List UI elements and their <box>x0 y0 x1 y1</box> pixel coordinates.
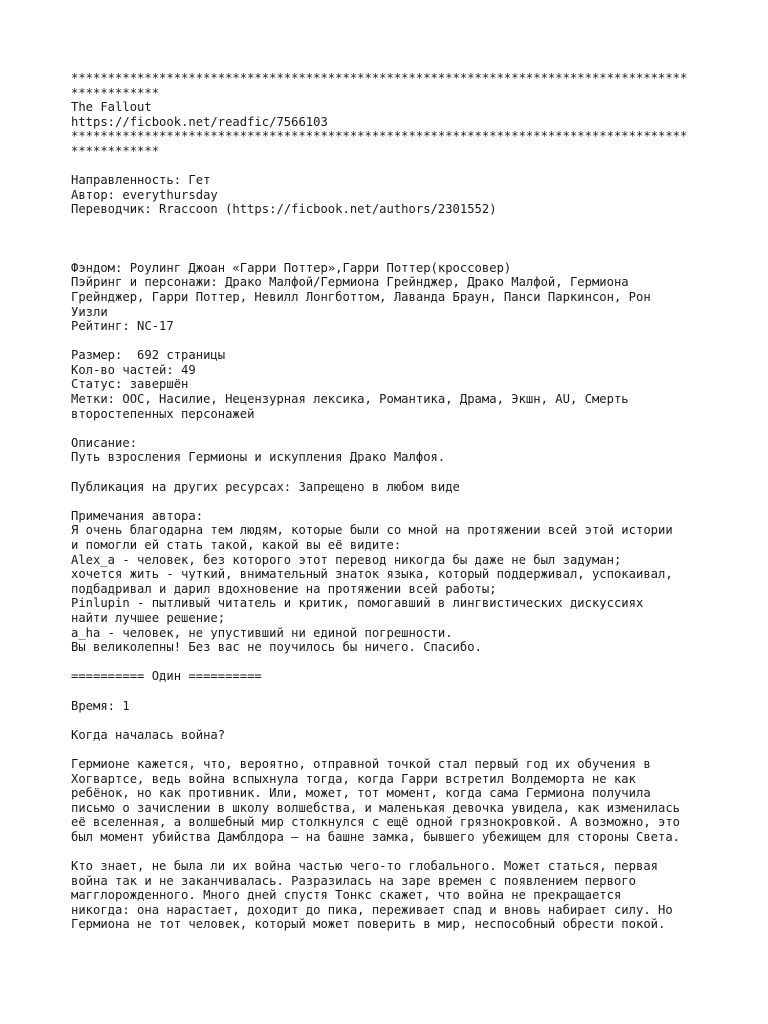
text-line: Кол-во частей: 49 <box>71 362 196 377</box>
text-line: a_ha - человек, не упустивший ни единой погрешности. <box>71 625 453 640</box>
text-line: магглорожденного. Много дней спустя Тонкс скажет, что война не прекращается <box>71 888 622 903</box>
blank-line <box>71 494 711 509</box>
text-line: Когда началась война? <box>71 727 226 742</box>
text-line: ребёнок, но как противник. Или, может, тот момент, когда сама Гермиона получила <box>71 786 651 801</box>
text-line: Размер: 692 страницы <box>71 348 226 363</box>
text-line: её вселенная, а волшебный мир столкнулся с ещё одной грязнокровкой. А возможно, это <box>71 815 681 830</box>
text-line: подбадривал и дарил вдохновение на протяжении всей работы; <box>71 581 497 596</box>
blank-line <box>71 232 711 247</box>
text-line: второстепенных персонажей <box>71 406 255 421</box>
text-line: Кто знает, не была ли их война частью чего-то глобального. Может статься, первая <box>71 859 658 874</box>
blank-line <box>71 246 711 261</box>
blank-line <box>71 844 711 859</box>
text-line: Гермиона не тот человек, который может поверить в мир, неспособный обрести покой. <box>71 917 666 932</box>
text-line: Уизли <box>71 304 108 319</box>
blank-line <box>71 159 711 174</box>
blank-line <box>71 655 711 670</box>
blank-line <box>71 742 711 757</box>
document-text <box>71 71 711 932</box>
text-line: Фэндом: Роулинг Джоан «Гарри Поттер»,Гарри Поттер(кроссовер) <box>71 260 512 275</box>
text-line: Грейнджер, Гарри Поттер, Невилл Лонгботтом, Лаванда Браун, Панси Паркинсон, Рон <box>71 289 651 304</box>
text-line: Описание: <box>71 435 138 450</box>
text-line: найти лучшее решение; <box>71 610 226 625</box>
text-line: Статус: завершён <box>71 377 189 392</box>
text-line: Гермионе кажется, что, вероятно, отправной точкой стал первый год их обучения в <box>71 756 651 771</box>
text-line: ************ <box>71 143 160 158</box>
text-line: The Fallout <box>71 100 152 115</box>
text-line: ************************************************************************************ <box>71 71 688 85</box>
text-line: ========== Один ========== <box>71 669 262 684</box>
text-line: хочется жить - чуткий, внимательный знаток языка, который поддерживал, успокаивал, <box>71 567 673 582</box>
text-line: Pinlupin - пытливый читатель и критик, помогавший в лингвистических дискуссиях <box>71 596 644 611</box>
text-line: Вы великолепны! Без вас не поучилось бы ничего. Спасибо. <box>71 640 482 655</box>
blank-line <box>71 684 711 699</box>
text-line: Время: 1 <box>71 698 130 713</box>
text-line: Автор: everythursday <box>71 187 218 202</box>
text-line: ************ <box>71 85 160 100</box>
blank-line <box>71 334 711 349</box>
text-line: Рейтинг: NC-17 <box>71 319 174 334</box>
text-line: Направленность: Гет <box>71 173 211 188</box>
text-line: ************************************************************************************ <box>71 129 688 144</box>
text-line: Публикация на других ресурсах: Запрещено в любом виде <box>71 479 460 494</box>
blank-line <box>71 465 711 480</box>
text-line: Хогвартсе, ведь война вспыхнула тогда, когда Гарри встретил Волдеморта не как <box>71 771 636 786</box>
text-line: война так и не заканчивалась. Разразилась на заре времен с появлением первого <box>71 873 636 888</box>
text-line: Я очень благодарна тем людям, которые были со мной на протяжении всей этой истории <box>71 523 673 538</box>
text-line: Метки: ООС, Насилие, Нецензурная лексика, Романтика, Драма, Экшн, AU, Смерть <box>71 392 629 407</box>
blank-line <box>71 713 711 728</box>
blank-line <box>71 421 711 436</box>
text-line: и помогли ей стать такой, какой вы её видите: <box>71 538 402 552</box>
text-line: письмо о зачислении в школу волшебства, и маленькая девочка увидела, как изменилась <box>71 800 681 815</box>
text-line: Пэйринг и персонажи: Драко Малфой/Гермиона Грейнджер, Драко Малфой, Гермиона <box>71 275 629 290</box>
text-line: никогда: она нарастает, доходит до пика, переживает спад и вновь набирает силу. Но <box>71 902 673 917</box>
text-line: Переводчик: Rraccoon (https://ficbook.net/authors/2301552) <box>71 202 497 217</box>
text-line: Примечания автора: <box>71 508 204 523</box>
text-line: был момент убийства Дамблдора — на башне замка, бывшего убежищем для стороны Света. <box>71 829 681 844</box>
text-line: Путь взросления Гермионы и искупления Драко Малфоя. <box>71 450 446 465</box>
blank-line <box>71 217 711 232</box>
text-line: Alex_a - человек, без которого этот перевод никогда бы даже не был задуман; <box>71 552 622 567</box>
text-line: https://ficbook.net/readfic/7566103 <box>71 114 328 129</box>
